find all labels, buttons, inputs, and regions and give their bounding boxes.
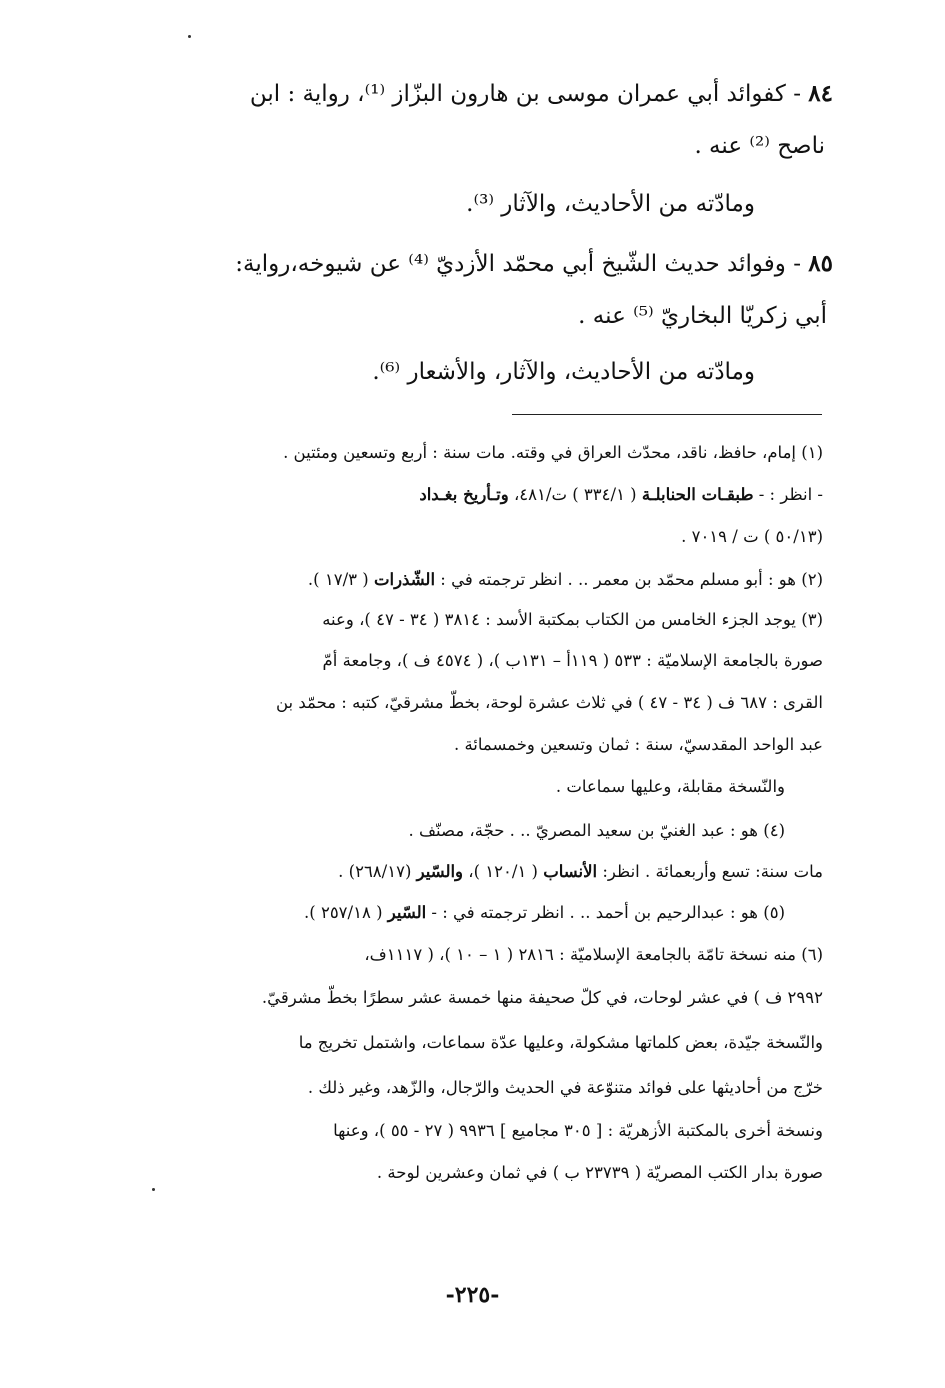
footnote-6-line-2 — [262, 985, 823, 1011]
footnote-1-line-2 — [419, 482, 823, 508]
scan-speck — [152, 1188, 155, 1191]
footnote-6-text-e: ونسخة أخرى بالمكتبة الأزهريّة : [ ٣٠٥ مجاميع ] ٩٩٣٦ ( ٢٧ - ٥٥ )، وعنها — [333, 1121, 823, 1140]
footnote-2-ref: ( ١٧/٣ ). — [307, 570, 374, 589]
entry-85-line-2 — [578, 298, 827, 334]
footnote-3-line-2 — [323, 648, 823, 674]
entry-84-number: ٨٤ — [808, 80, 833, 107]
footnote-1-line-3 — [681, 524, 823, 550]
footnote-5 — [304, 900, 785, 926]
footnote-3-text-b: صورة بالجامعة الإسلاميّة : ٥٣٣ ( ١١٩أ – ١٣١ب )، ( ٤٥٧٤ ف )، وجامعة أمّ — [322, 651, 823, 670]
footnote-6-text-a: (٦) منه نسخة تامّة بالجامعة الإسلاميّة : ٢٨١٦ ( ١ – ١٠ )، ( ١١١٧ف، — [364, 945, 823, 964]
footnote-3-line-3 — [276, 690, 823, 716]
footnote-2-text: (٢) هو : أبو مسلم محمّد بن معمر .. . انظر ترجمته في : — [435, 570, 823, 589]
footnote-1-source-tabaqat: طبقـات الحنابلـة — [641, 485, 754, 504]
footnote-divider — [512, 414, 822, 415]
entry-84-text-2: ناصح ⁽²⁾ عنه . — [694, 133, 825, 159]
footnote-1-ref: ( ٣٣٤/١ ) ت/٤٨١، — [508, 485, 642, 504]
page-number: -٢٢٥- — [445, 1282, 500, 1308]
footnote-3-line-1 — [322, 607, 823, 633]
footnote-6-text-c: والنّسخة جيّدة، بعض كلماتها مشكولة، وعليها عدّة سماعات، واشتمل تخريج ما — [298, 1033, 823, 1052]
footnote-6-text-b: ٢٩٩٢ ف ) في عشر لوحات، في كلّ صحيفة منها خمسة عشر سطرًا بخطّ مشرقيّ. — [261, 988, 823, 1007]
footnote-6-line-5 — [333, 1118, 823, 1144]
footnote-4-text-b: مات سنة: تسع وأربعمائة . انظر: — [597, 862, 823, 881]
footnote-3-text-a: (٣) يوجد الجزء الخامس من الكتاب بمكتبة الأسد : ٣٨١٤ ( ٣٤ - ٤٧ )، وعنه — [322, 610, 823, 629]
entry-85-line-1 — [235, 246, 833, 282]
footnote-4-line-2 — [338, 859, 823, 885]
entry-85-contents — [372, 354, 755, 390]
entry-84-line-2 — [694, 128, 825, 164]
footnote-3-line-5 — [556, 774, 785, 800]
entry-84-contents — [466, 186, 755, 222]
footnote-5-text: (٥) هو : عبدالرحيم بن أحمد .. . انظر ترجمته في : - — [426, 903, 785, 922]
footnote-5-ref: ( ٢٥٧/١٨ ). — [304, 903, 388, 922]
entry-85-number: ٨٥ — [808, 250, 833, 277]
footnote-6-line-3 — [299, 1030, 823, 1056]
footnote-6-line-6 — [377, 1160, 823, 1186]
footnote-2-source: الشّذرات — [373, 570, 436, 589]
footnote-4-text-a: (٤) هو : عبد الغنيّ بن سعيد المصريّ .. . حجّة، مصنّف . — [408, 821, 785, 840]
footnote-1-source-tarikh: وتـأريخ بغـداد — [419, 485, 509, 504]
entry-84-text-1: - كفوائد أبي عمران موسى بن هارون البزّاز ⁽¹⁾، رواية : ابن — [249, 81, 809, 107]
footnote-3-text-e: والنّسخة مقابلة، وعليها سماعات . — [555, 777, 785, 796]
footnote-6-text-f: صورة بدار الكتب المصريّة ( ٢٣٧٣٩ ب ) في ثمان وعشرين لوحة . — [376, 1163, 823, 1182]
footnote-4-ref-2: (٢٦٨/١٧) . — [338, 862, 417, 881]
entry-85-contents-text: ومادّته من الأحاديث، والآثار، والأشعار ⁽⁶⁾. — [372, 359, 755, 385]
footnote-4-source-ansab: الأنساب — [543, 862, 598, 881]
entry-85-text-1: - وفوائد حديث الشّيخ أبي محمّد الأزديّ ⁽⁴⁾ عن شيوخه،رواية: — [235, 251, 809, 277]
footnote-3-text-c: القرى : ٦٨٧ ف ( ٣٤ - ٤٧ ) في ثلاث عشرة لوحة، بخطّ مشرقيّ، كتبه : محمّد بن — [275, 693, 823, 712]
entry-85-text-2: أبي زكريّا البخاريّ ⁽⁵⁾ عنه . — [578, 303, 827, 329]
footnote-1-line-1 — [283, 440, 823, 466]
footnote-3-line-4 — [454, 732, 823, 758]
entry-84-line-1 — [250, 76, 833, 112]
footnote-4-line-1 — [408, 818, 785, 844]
footnote-4-ref-1: ( ١٢٠/١ )، — [463, 862, 544, 881]
footnote-6-text-d: خرّج من أحاديثها على فوائد متنوّعة في الحديث والرّجال، والزّهد، وغير ذلك . — [307, 1078, 823, 1097]
entry-84-contents-text: ومادّته من الأحاديث، والآثار ⁽³⁾. — [466, 191, 755, 217]
footnote-1-text-c: (٥٠/١٣ ) ت / ٧٠١٩ . — [681, 527, 823, 546]
footnote-1-see: - انظر : - — [753, 485, 823, 504]
scan-speck — [188, 35, 191, 38]
footnote-4-source-siyar: والسّير — [416, 862, 464, 881]
footnote-6-line-1 — [364, 942, 823, 968]
footnote-6-line-4 — [308, 1075, 823, 1101]
footnote-2 — [308, 567, 823, 593]
footnote-1-text-a: (١) إمام، حافظ، ناقد، محدّث العراق في وقته. مات سنة : أربع وتسعين ومئتين . — [283, 443, 823, 462]
footnote-3-text-d: عبد الواحد المقدسيّ، سنة : ثمان وتسعين وخمسمائة . — [453, 735, 823, 754]
footnote-5-source: السّير — [387, 903, 427, 922]
